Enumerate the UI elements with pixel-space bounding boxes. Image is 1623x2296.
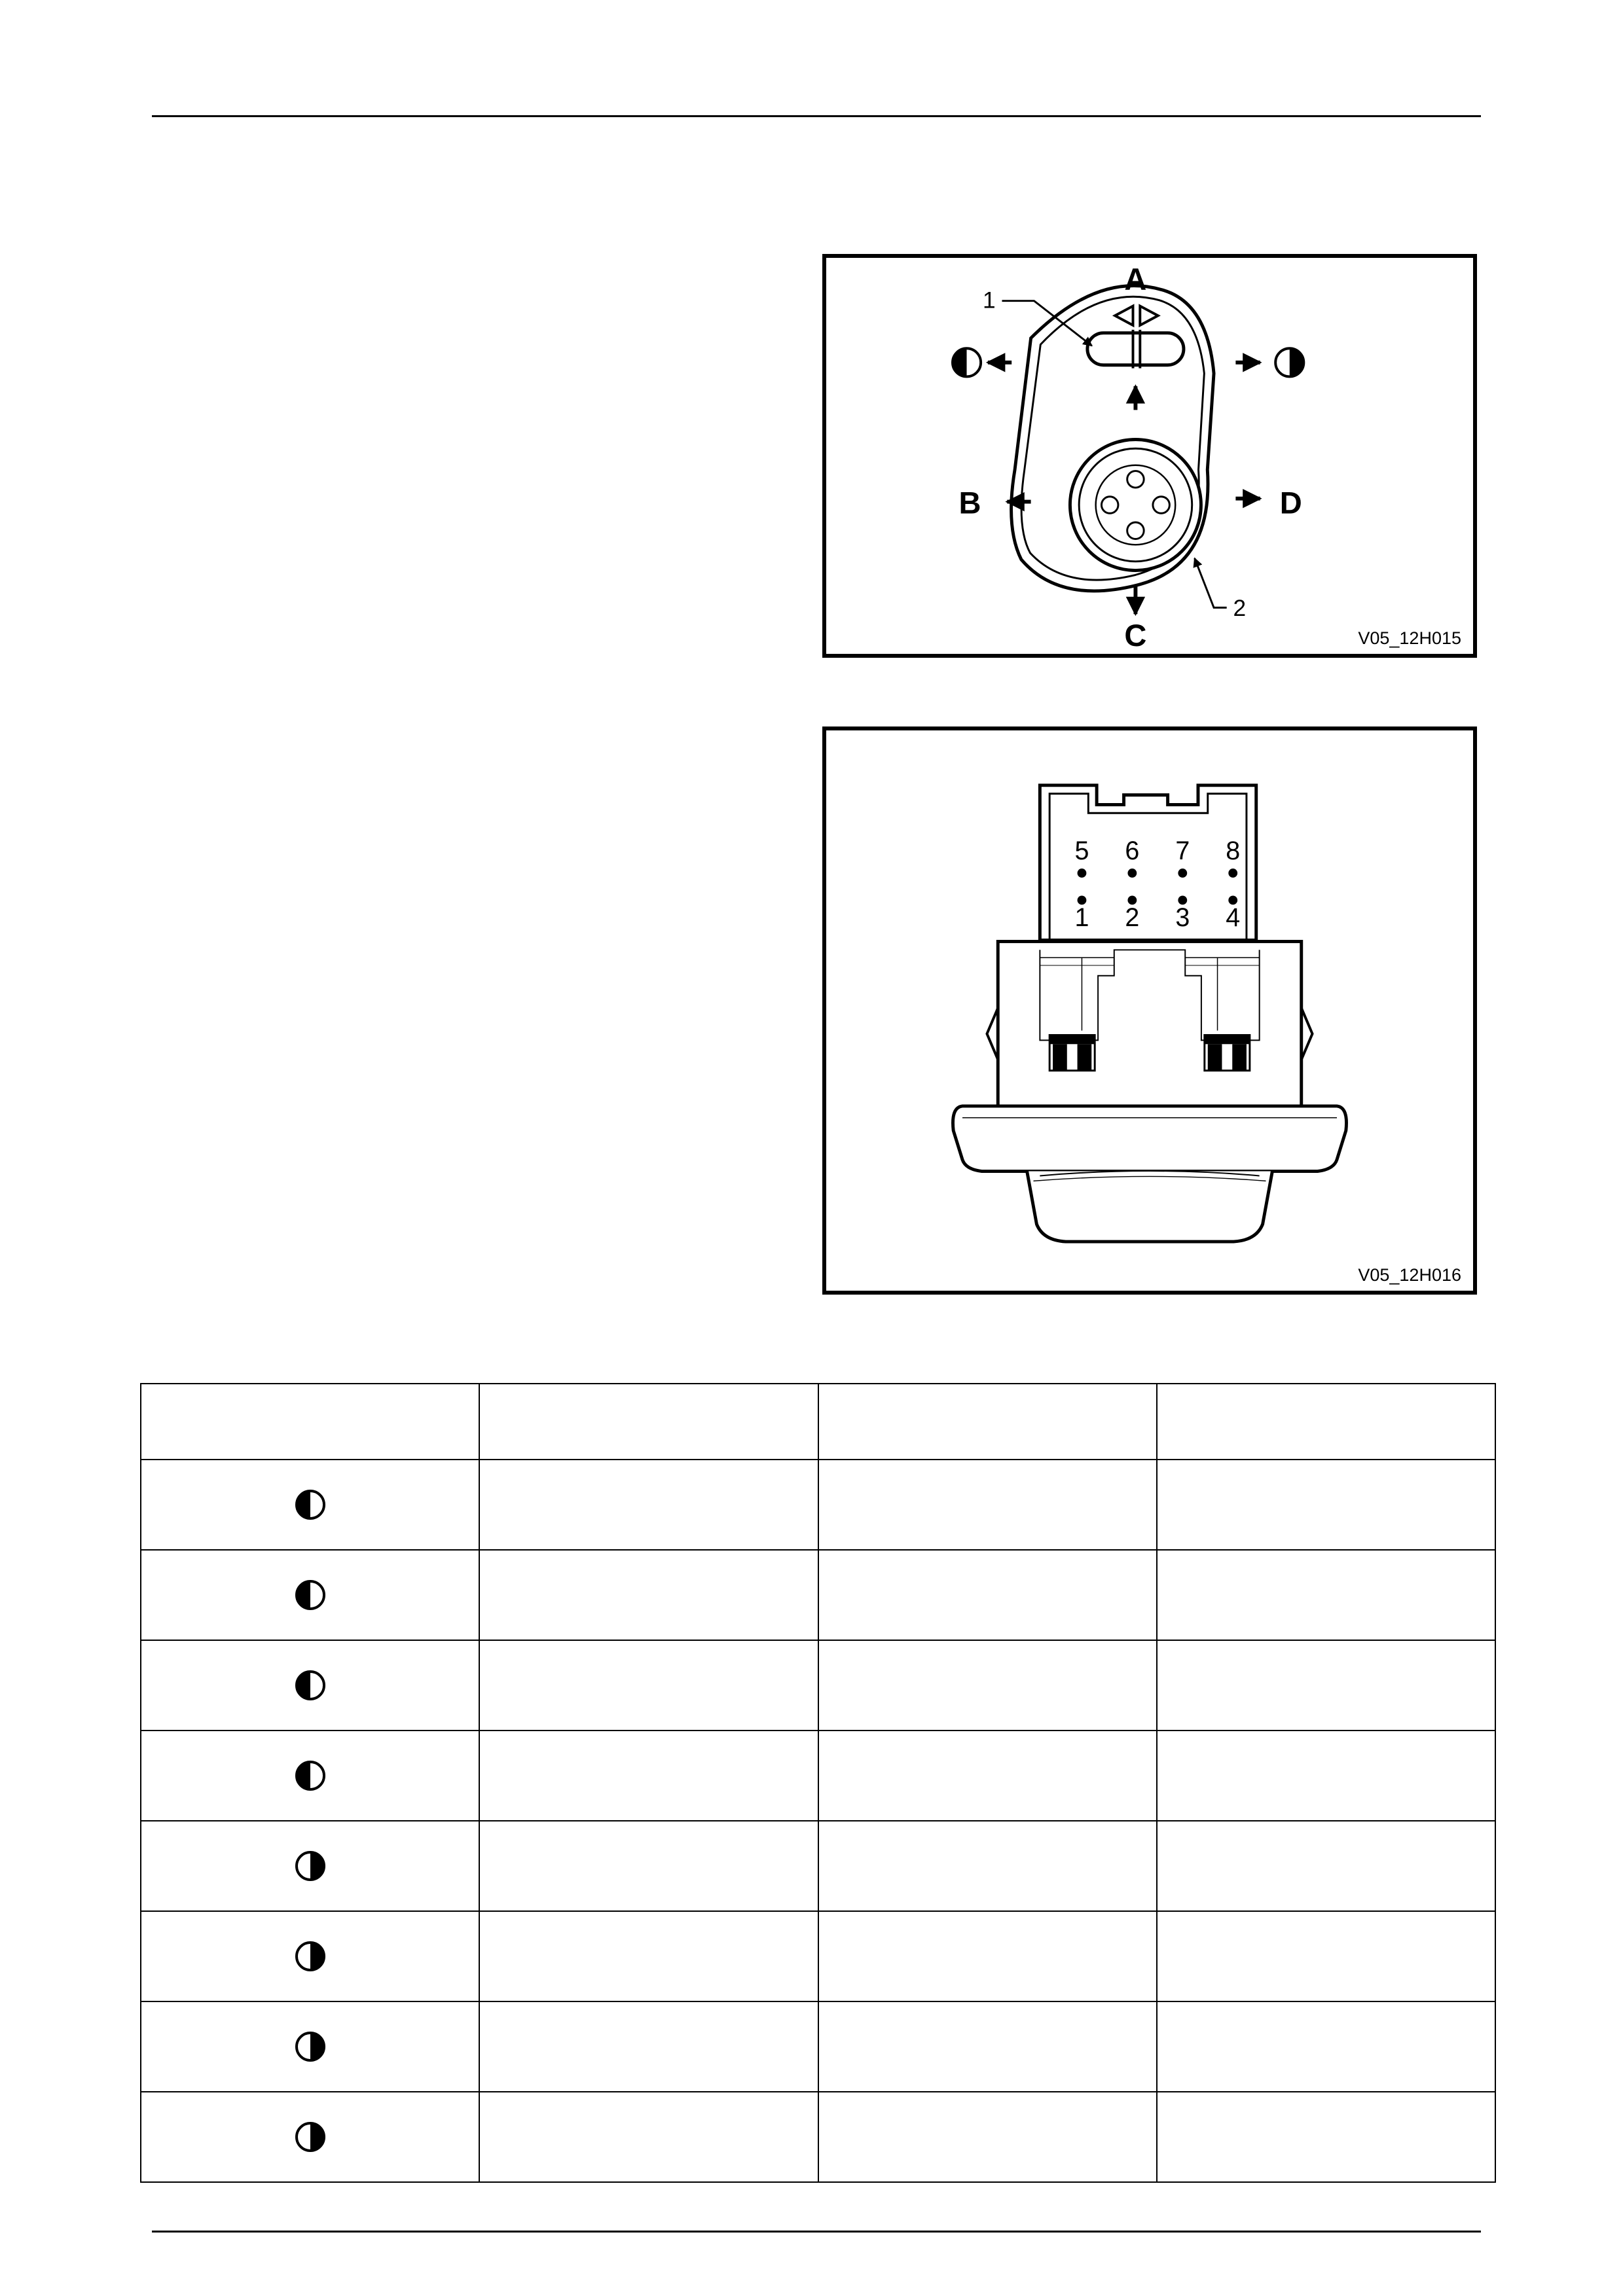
table-cell xyxy=(818,2001,1157,2092)
table-row xyxy=(141,1821,1495,1911)
left-half-filled-circle-icon xyxy=(953,348,981,376)
table-cell xyxy=(479,1640,818,1731)
table-row xyxy=(141,1640,1495,1731)
table-header-cell xyxy=(479,1384,818,1460)
callout-1: 1 xyxy=(983,287,996,314)
table-cell xyxy=(818,2092,1157,2182)
table-cell xyxy=(1157,1460,1495,1550)
table-cell xyxy=(818,1460,1157,1550)
pin-7: 7 xyxy=(1175,836,1190,866)
label-b: B xyxy=(958,485,981,520)
table-cell xyxy=(818,1821,1157,1911)
table-cell xyxy=(479,2092,818,2182)
table-cell xyxy=(818,1640,1157,1731)
table-cell xyxy=(479,1460,818,1550)
table-row xyxy=(141,2001,1495,2092)
table-row xyxy=(141,2092,1495,2182)
label-c: C xyxy=(1124,618,1147,653)
pin-8: 8 xyxy=(1226,836,1241,866)
table-cell xyxy=(818,1550,1157,1640)
table-row xyxy=(141,1911,1495,2001)
table-cell xyxy=(479,1550,818,1640)
table-header-cell xyxy=(1157,1384,1495,1460)
table-cell-icon xyxy=(141,1731,479,1821)
table-row xyxy=(141,1550,1495,1640)
footer-rule xyxy=(152,2231,1481,2233)
table-row xyxy=(141,1460,1495,1550)
pin-2: 2 xyxy=(1125,903,1140,932)
table-cell-icon xyxy=(141,2092,479,2182)
table-cell xyxy=(1157,1821,1495,1911)
right-half-filled-circle-icon xyxy=(294,2030,327,2063)
label-a: A xyxy=(1124,262,1147,297)
figure-code: V05_12H015 xyxy=(1358,628,1461,648)
left-half-filled-circle-icon xyxy=(294,1669,327,1702)
table-row xyxy=(141,1731,1495,1821)
left-half-filled-circle-icon xyxy=(294,1488,327,1521)
table-cell-icon xyxy=(141,1640,479,1731)
right-half-filled-circle-icon xyxy=(1275,348,1304,376)
connector-drawing xyxy=(826,730,1473,1291)
mirror-switch-figure xyxy=(822,254,1477,658)
table-cell xyxy=(1157,1731,1495,1821)
header-rule xyxy=(152,115,1481,117)
right-half-filled-circle-icon xyxy=(294,2121,327,2153)
label-d: D xyxy=(1279,485,1302,520)
right-half-filled-circle-icon xyxy=(294,1850,327,1882)
table-cell xyxy=(818,1911,1157,2001)
table-cell xyxy=(1157,1550,1495,1640)
pin-1: 1 xyxy=(1074,903,1089,932)
table-cell xyxy=(1157,1911,1495,2001)
table-cell-icon xyxy=(141,1821,479,1911)
table-header-row xyxy=(141,1384,1495,1460)
pin-5: 5 xyxy=(1074,836,1089,866)
table-cell xyxy=(479,1911,818,2001)
switch-contact-table xyxy=(140,1383,1496,2183)
table-cell-icon xyxy=(141,2001,479,2092)
left-half-filled-circle-icon xyxy=(294,1579,327,1611)
table-cell xyxy=(479,1731,818,1821)
right-half-filled-circle-icon xyxy=(294,1940,327,1973)
table-cell xyxy=(1157,2092,1495,2182)
connector-figure xyxy=(822,726,1477,1295)
table-cell-icon xyxy=(141,1550,479,1640)
table-cell-icon xyxy=(141,1460,479,1550)
table-cell xyxy=(1157,2001,1495,2092)
table-cell xyxy=(818,1731,1157,1821)
pin-4: 4 xyxy=(1226,903,1241,932)
pin-3: 3 xyxy=(1175,903,1190,932)
mirror-switch-drawing xyxy=(826,258,1473,654)
table-cell xyxy=(479,1821,818,1911)
figure-code: V05_12H016 xyxy=(1358,1265,1461,1285)
table-cell-icon xyxy=(141,1911,479,2001)
table-header-cell xyxy=(141,1384,479,1460)
left-half-filled-circle-icon xyxy=(294,1759,327,1792)
table-header-cell xyxy=(818,1384,1157,1460)
table-cell xyxy=(479,2001,818,2092)
callout-2: 2 xyxy=(1233,596,1247,622)
table-cell xyxy=(1157,1640,1495,1731)
pin-6: 6 xyxy=(1125,836,1140,866)
